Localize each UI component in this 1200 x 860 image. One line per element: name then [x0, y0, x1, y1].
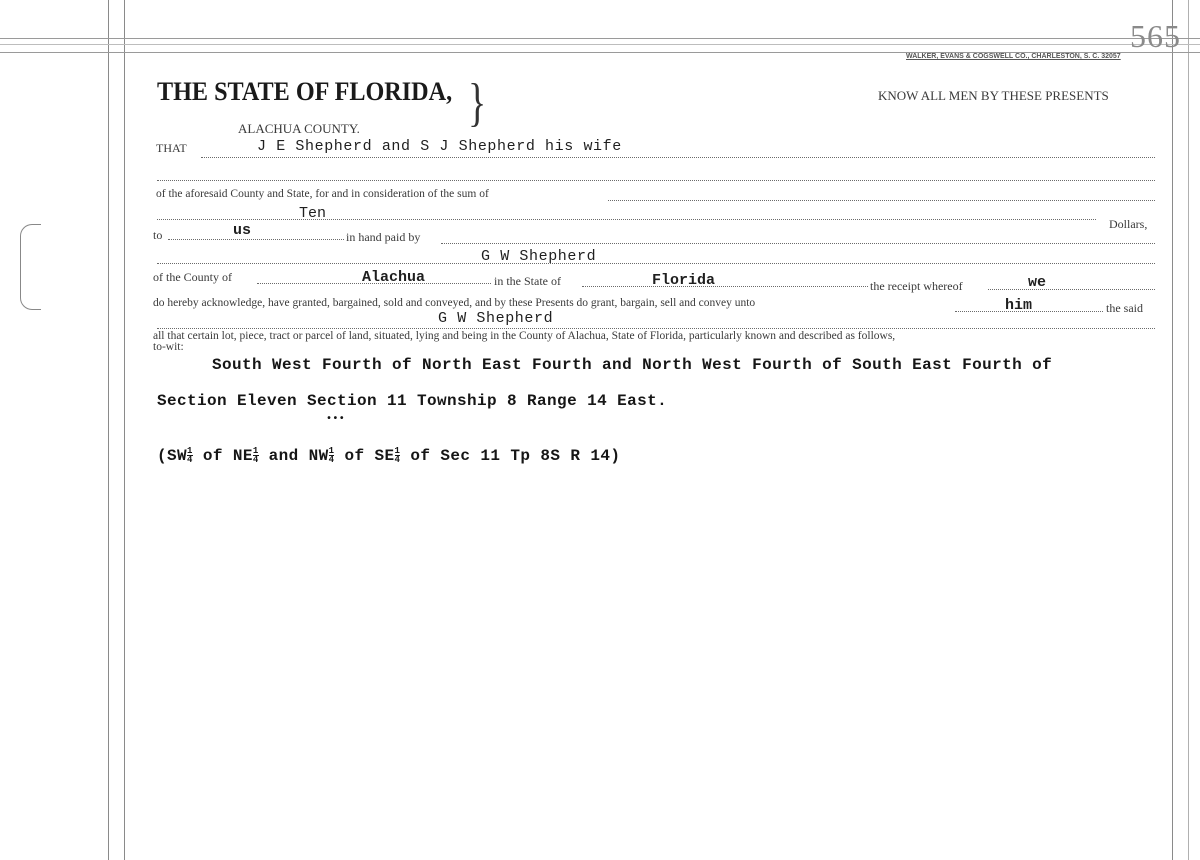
hand-paid-rule: [441, 243, 1155, 244]
paid-by-value: G W Shepherd: [481, 248, 597, 265]
right-margin-line-outer: [1188, 0, 1189, 860]
grantee-value: G W Shepherd: [438, 310, 554, 327]
abbr-and: and NW: [258, 447, 329, 465]
abbr-open: (SW: [157, 447, 188, 465]
receipt-value: we: [1028, 274, 1047, 291]
to-rule: [168, 239, 344, 240]
top-rule-2: [0, 44, 1200, 45]
county-value: Alachua: [362, 269, 426, 286]
abbr-tail: of Sec 11 Tp 8S R 14): [400, 447, 621, 465]
description-dots: •••: [326, 414, 346, 425]
receipt-label: the receipt whereof: [870, 279, 963, 293]
consideration-text: of the aforesaid County and State, for and in consideration of the sum of: [156, 188, 489, 200]
lot-text: all that certain lot, piece, tract or parcel of land, situated, lying and being in the County of Alachua, State of Florida, particularly known and described as follows,: [153, 330, 896, 342]
hand-paid-label: in hand paid by: [346, 230, 421, 244]
header-brace: }: [468, 73, 487, 133]
that-rule: [201, 157, 1155, 158]
state-title: THE STATE OF FLORIDA,: [157, 77, 453, 106]
fraction-quarter-4: $\frac{1}{4}$: [394, 446, 401, 466]
paid-by-rule: [157, 263, 1155, 264]
county-label: ALACHUA COUNTY.: [238, 121, 360, 136]
grantors-value: J E Shepherd and S J Shepherd his wife: [257, 138, 622, 155]
abbr-of-1: of NE: [192, 447, 253, 465]
grantee-rule: [157, 328, 1155, 329]
to-wit-label: to-wit:: [153, 341, 184, 353]
to-label: to: [153, 228, 163, 242]
convey-value: him: [1005, 297, 1033, 314]
description-line-2: Section Eleven Section 11 Township 8 Range 14 East.: [157, 392, 668, 410]
right-margin-line: [1172, 0, 1173, 860]
consideration-rule: [608, 200, 1155, 201]
state-of-label: in the State of: [494, 274, 561, 288]
abbr-of-2: of SE: [334, 447, 395, 465]
dollars-label: Dollars,: [1109, 217, 1148, 231]
state-of-rule: [582, 286, 868, 287]
county-of-label: of the County of: [153, 270, 232, 284]
blank-rule-1: [157, 180, 1155, 181]
top-rule-1: [0, 38, 1200, 39]
state-value: Florida: [652, 272, 716, 289]
sum-amount: Ten: [299, 205, 327, 222]
fraction-quarter-1: $\frac{1}{4}$: [187, 446, 193, 466]
fraction-quarter-2: $\frac{1}{4}$: [252, 446, 259, 466]
page-number: 565: [1130, 18, 1181, 54]
description-abbreviation: [157, 447, 620, 465]
acknowledge-text: do hereby acknowledge, have granted, bargained, sold and conveyed, and by these Presents do grant, bargain, sell and convey unto: [153, 297, 756, 309]
the-said-label: the said: [1106, 301, 1143, 315]
binder-clip-mark: [20, 224, 41, 310]
receipt-rule: [988, 289, 1155, 290]
left-margin-line: [108, 0, 109, 860]
fraction-quarter-3: $\frac{1}{4}$: [328, 446, 335, 466]
printer-imprint: WALKER, EVANS & COGSWELL CO., CHARLESTON, S. C. 32057: [906, 53, 1121, 60]
description-line-1: South West Fourth of North East Fourth and North West Fourth of South East Fourth of: [212, 356, 1053, 374]
left-margin-line-inner: [124, 0, 125, 860]
know-all-label: KNOW ALL MEN BY THESE PRESENTS: [878, 88, 1109, 103]
that-label: THAT: [156, 141, 187, 155]
to-value: us: [233, 222, 252, 239]
sum-rule: [157, 219, 1096, 220]
